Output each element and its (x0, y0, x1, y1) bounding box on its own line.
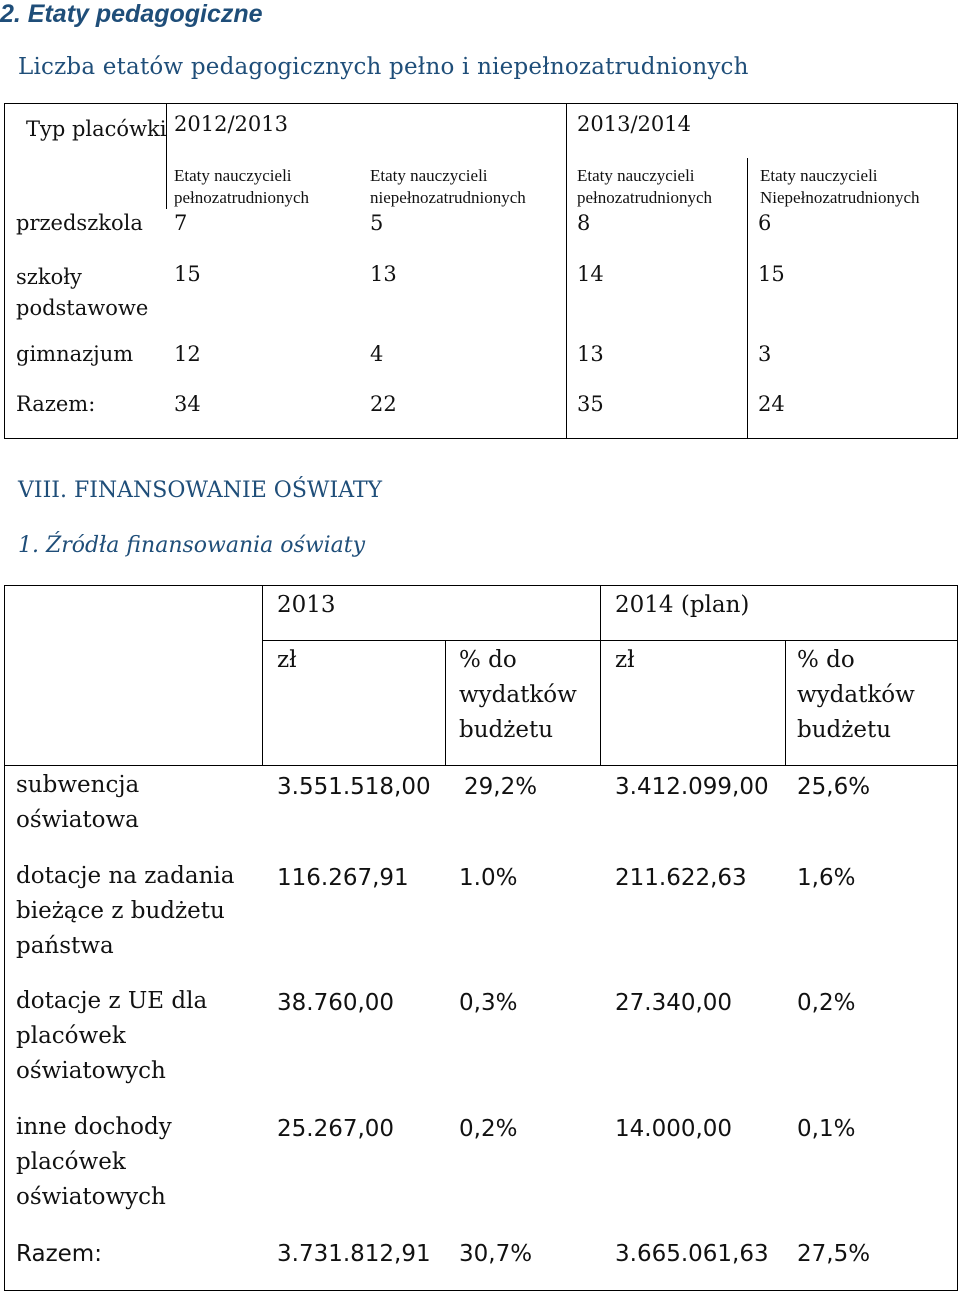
section-heading: 2. Etaty pedagogiczne (0, 0, 263, 28)
table1-cell: 6 (758, 211, 772, 235)
table2-cell: 3.412.099,00 (615, 774, 769, 800)
table2-cell: 27,5% (797, 1241, 871, 1267)
table1-subheader-3: Etaty nauczycieli pełnozatrudnionych (577, 166, 713, 207)
subsection-heading: 1. Źródła finansowania oświaty (18, 533, 366, 558)
table1-cell: 15 (174, 262, 201, 286)
table1-border-top (4, 103, 958, 104)
table2-divider-subheader (262, 640, 958, 641)
table1-row-label: Razem: (16, 392, 96, 416)
table2-subheader-zl: zł (277, 647, 297, 673)
table2-subheader-percent: % do wydatków budżetu (797, 647, 915, 743)
table1-year-2013: 2013/2014 (577, 112, 691, 136)
table2-cell: 27.340,00 (615, 990, 733, 1016)
table1-year-2012: 2012/2013 (174, 112, 288, 136)
table2-border-bottom (4, 1290, 958, 1291)
table2-year-2014: 2014 (plan) (615, 592, 750, 618)
table2-subheader-percent: % do wydatków budżetu (459, 647, 577, 743)
table1-row-label: gimnazjum (16, 342, 134, 366)
table2-cell: 0,2% (459, 1116, 518, 1142)
table1-cell: 14 (577, 262, 604, 286)
table1-border-left (4, 103, 5, 439)
table2-row-label: dotacje na zadania bieżące z budżetu państwa (16, 863, 235, 959)
table2-border-right (957, 585, 958, 1291)
table1-subheader-2: Etaty nauczycieli niepełnozatrudnionych (370, 166, 526, 207)
table2-cell: 0,3% (459, 990, 518, 1016)
table1-cell: 3 (758, 342, 772, 366)
table2-row-label: Razem: (16, 1241, 102, 1267)
table2-row-label: subwencja oświatowa (16, 772, 140, 833)
table2-cell: 25,6% (797, 774, 871, 800)
table2-cell: 211.622,63 (615, 865, 747, 891)
table1-cell: 24 (758, 392, 785, 416)
table2-row-label: dotacje z UE dla placówek oświatowych (16, 988, 208, 1084)
table2-border-left (4, 585, 5, 1291)
table2-cell: 116.267,91 (277, 865, 409, 891)
table2-cell: 1,6% (797, 865, 856, 891)
table2-cell: 14.000,00 (615, 1116, 733, 1142)
table1-divider-2014 (747, 158, 748, 439)
table1-cell: 13 (577, 342, 604, 366)
table-caption: Liczba etatów pedagogicznych pełno i niepełnozatrudnionych (18, 54, 749, 80)
table2-cell: 3.731.812,91 (277, 1241, 431, 1267)
table1-cell: 34 (174, 392, 201, 416)
table2-cell: 29,2% (464, 774, 538, 800)
table1-cell: 35 (577, 392, 604, 416)
table2-cell: 25.267,00 (277, 1116, 395, 1142)
table2-cell: 30,7% (459, 1241, 533, 1267)
table2-divider-2013 (445, 640, 446, 765)
table2-cell: 0,1% (797, 1116, 856, 1142)
table1-divider-years (566, 103, 567, 439)
table2-divider-years (600, 585, 601, 765)
table1-cell: 12 (174, 342, 201, 366)
table2-row-label: inne dochody placówek oświatowych (16, 1114, 172, 1210)
table1-subheader-4: Etaty nauczycieli Niepełnozatrudnionych (760, 166, 920, 207)
table2-border-top (4, 585, 958, 586)
chapter-heading: VIII. FINANSOWANIE OŚWIATY (18, 478, 383, 503)
table2-subheader-zl: zł (615, 647, 635, 673)
table1-cell: 13 (370, 262, 397, 286)
table2-cell: 0,2% (797, 990, 856, 1016)
table1-cell: 7 (174, 211, 188, 235)
table1-border-right (957, 103, 958, 439)
table1-cell: 22 (370, 392, 397, 416)
table1-cell: 8 (577, 211, 591, 235)
table2-cell: 3.665.061,63 (615, 1241, 769, 1267)
table1-row-label: szkoły podstawowe (16, 265, 149, 320)
table1-border-bottom (4, 438, 958, 439)
table2-divider-header-bottom (4, 765, 958, 766)
table2-cell: 1.0% (459, 865, 518, 891)
table1-cell: 15 (758, 262, 785, 286)
table1-cell: 5 (370, 211, 384, 235)
table1-subheader-1: Etaty nauczycieli pełnozatrudnionych (174, 166, 310, 207)
table1-type-header: Typ placówki (26, 117, 167, 141)
table2-cell: 3.551.518,00 (277, 774, 431, 800)
table1-cell: 4 (370, 342, 384, 366)
table2-divider-label (262, 585, 263, 765)
table2-year-2013: 2013 (277, 592, 336, 618)
table2-divider-2014 (785, 640, 786, 765)
table2-cell: 38.760,00 (277, 990, 395, 1016)
table1-row-label: przedszkola (16, 211, 143, 235)
